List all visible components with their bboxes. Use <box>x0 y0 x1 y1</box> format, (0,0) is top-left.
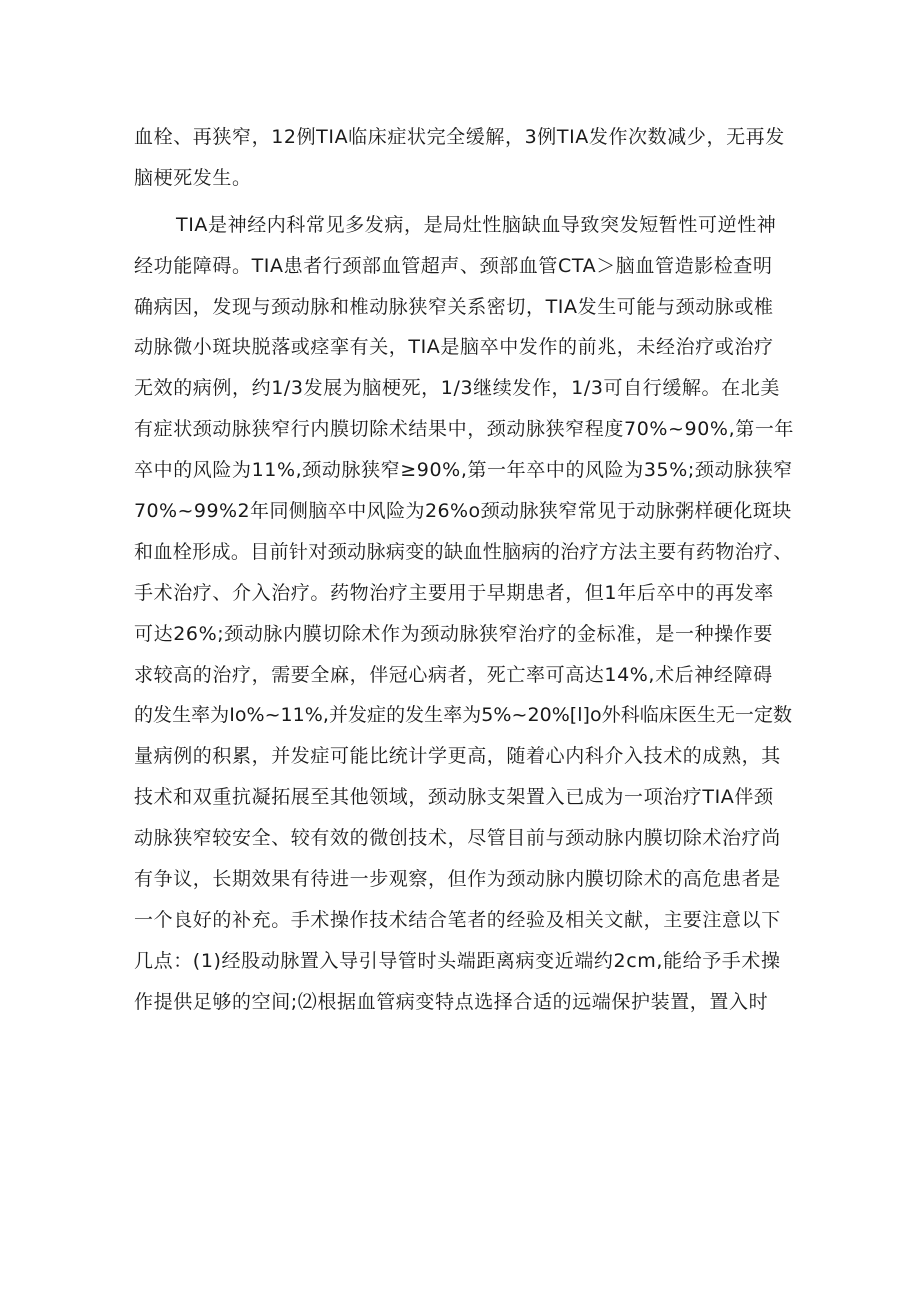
text-line: 手术治疗、介入治疗。药物治疗主要用于早期患者，但1年后卒中的再发率 <box>134 581 774 604</box>
text-line: 量病例的积累，并发症可能比统计学更高，随着心内科介入技术的成熟，其 <box>134 745 781 768</box>
text-line: 几点：(1)经股动脉置入导引导管时头端距离病变近端约2cm,能给予手术操 <box>134 949 781 972</box>
text-line: 确病因，发现与颈动脉和椎动脉狭窄关系密切，TIA发生可能与颈动脉或椎 <box>134 295 774 318</box>
text-line: 有症状颈动脉狭窄行内膜切除术结果中，颈动脉狭窄程度70%~90%,第一年 <box>134 418 795 441</box>
text-line: 血栓、再狭窄，12例TIA临床症状完全缓解，3例TIA发作次数减少，无再发 <box>134 126 785 148</box>
text-line: 无效的病例，约1/3发展为脑梗死，1/3继续发作，1/3可自行缓解。在北美 <box>134 377 780 400</box>
text-line: 动脉狭窄较安全、较有效的微创技术，尽管目前与颈动脉内膜切除术治疗尚 <box>134 827 781 850</box>
text-line: 求较高的治疗，需要全麻，伴冠心病者，死亡率可高达14%,术后神经障碍 <box>134 663 773 686</box>
text-line: 作提供足够的空间;⑵根据血管病变特点选择合适的远端保护装置，置入时 <box>134 990 769 1013</box>
paragraph-2 <box>134 205 794 1023</box>
text-line: 有争议，长期效果有待进一步观察，但作为颈动脉内膜切除术的高危患者是 <box>134 868 781 891</box>
text-line: 70%~99%2年同侧脑卒中风险为26%o颈动脉狭窄常见于动脉粥样硬化斑块 <box>134 500 792 523</box>
body-text <box>134 117 794 1023</box>
text-line: 卒中的风险为11%,颈动脉狭窄≥90%,第一年卒中的风险为35%;颈动脉狭窄 <box>134 459 793 482</box>
text-line: 经功能障碍。TIA患者行颈部血管超声、颈部血管CTA＞脑血管造影检查明 <box>134 254 773 277</box>
text-line: 的发生率为Io%~11%,并发症的发生率为5%~20%[l]o外科临床医生无一定数 <box>134 704 793 727</box>
text-line: 一个良好的补充。手术操作技术结合笔者的经验及相关文献，主要注意以下 <box>134 908 781 931</box>
text-line: 技术和双重抗凝拓展至其他领域，颈动脉支架置入已成为一项治疗TIA伴颈 <box>134 786 774 809</box>
text-line: 脑梗死发生。 <box>134 166 252 189</box>
text-line: TIA是神经内科常见多发病，是局灶性脑缺血导致突发短暂性可逆性神 <box>176 213 777 236</box>
text-line: 和血栓形成。目前针对颈动脉病变的缺血性脑病的治疗方法主要有药物治疗、 <box>134 540 793 563</box>
text-line: 动脉微小斑块脱落或痉挛有关，TIA是脑卒中发作的前兆，未经治疗或治疗 <box>134 336 774 359</box>
paragraph-1 <box>134 117 794 199</box>
text-line: 可达26%;颈动脉内膜切除术作为颈动脉狭窄治疗的金标准，是一种操作要 <box>134 622 774 645</box>
